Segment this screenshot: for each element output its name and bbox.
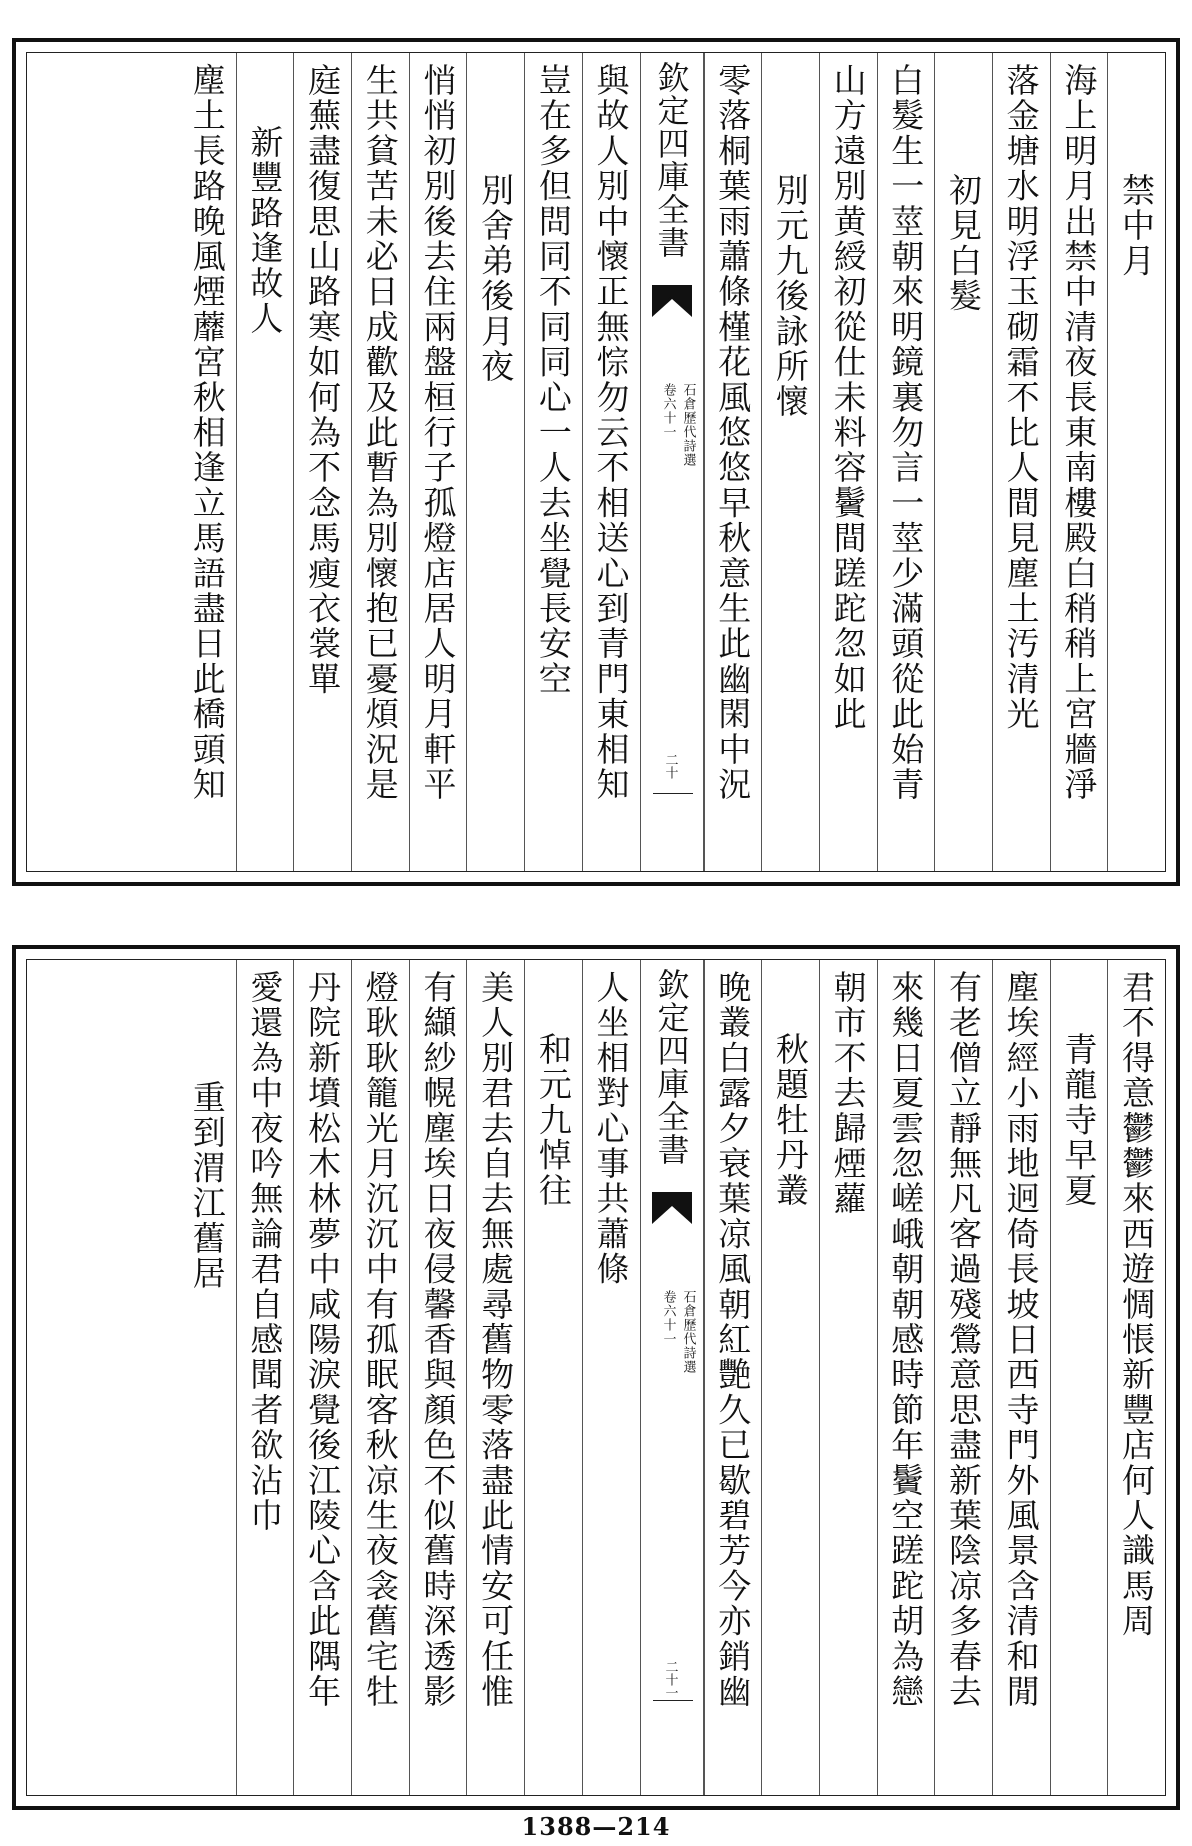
text-column: 零落桐葉雨蕭條槿花風悠悠早秋意生此幽閑中況 <box>704 53 762 871</box>
text-column: 別舍弟後月夜 <box>466 53 524 871</box>
text-column: 丹院新墳松木林夢中咸陽淚覺後江陵心含此隅年 <box>293 960 351 1795</box>
fishtail-mark-icon <box>650 1188 694 1228</box>
text-column: 與故人別中懷正無悰勿云不相送心到青門東相知 <box>582 53 640 871</box>
center-subtitle <box>649 1290 697 1450</box>
page-footer-number: 1388—214 <box>521 1812 671 1841</box>
text-column: 山方遠別黄綬初從仕未料容鬢間蹉跎忽如此 <box>819 53 877 871</box>
center-page-number: 二十 <box>662 753 678 779</box>
center-subtitle <box>649 383 697 543</box>
text-column: 燈耿耿籠光月沉沉中有孤眠客秋凉生夜衾舊宅牡 <box>351 960 409 1795</box>
text-column: 生共貧苦未必日成歡及此暫為別懷抱已憂煩況是 <box>351 53 409 871</box>
text-column: 悄悄初別後去住兩盤桓行子孤燈店居人明月軒平 <box>409 53 467 871</box>
text-frame <box>26 52 1166 872</box>
page-leaf-bottom <box>12 945 1180 1810</box>
center-fold <box>640 960 704 1795</box>
center-subtitle-volume: 卷六十一 <box>660 383 676 439</box>
text-column: 庭蕪盡復思山路寒如何為不念馬瘦衣裳單 <box>293 53 351 871</box>
text-column: 禁中月 <box>1107 53 1165 871</box>
column-group <box>27 960 1165 1795</box>
page-leaf-top <box>12 38 1180 886</box>
center-rule <box>653 1700 693 1701</box>
text-frame <box>26 959 1166 1796</box>
text-column: 豈在多但問同不同同心一人去坐覺長安空 <box>524 53 582 871</box>
text-column: 美人別君去自去無處尋舊物零落盡此情安可任惟 <box>466 960 524 1795</box>
center-rule <box>653 793 693 794</box>
text-column: 君不得意鬱鬱來西遊惆悵新豐店何人識馬周 <box>1107 960 1165 1795</box>
center-title: 欽定四庫全書 <box>652 61 691 259</box>
text-column: 海上明月出禁中清夜長東南樓殿白稍稍上宮牆淨 <box>1050 53 1108 871</box>
center-fold <box>640 53 704 871</box>
text-column: 朝市不去歸煙蘿 <box>819 960 877 1795</box>
text-column: 有老僧立靜無凡客過殘鶯意思盡新葉陰凉多春去 <box>934 960 992 1795</box>
center-title: 欽定四庫全書 <box>652 968 691 1166</box>
text-column: 人坐相對心事共蕭條 <box>582 960 640 1795</box>
text-column: 來幾日夏雲忽嵯峨朝朝感時節年鬢空蹉跎胡為戀 <box>877 960 935 1795</box>
text-column: 新豐路逢故人 <box>236 53 294 871</box>
text-column: 重到渭江舊居 <box>187 1080 227 1292</box>
center-subtitle-volume: 卷六十一 <box>660 1290 676 1346</box>
center-subtitle-book: 石倉歷代詩選 <box>680 383 696 467</box>
center-page-number: 二十一 <box>662 1660 678 1699</box>
center-subtitle-book: 石倉歷代詩選 <box>680 1290 696 1374</box>
text-column: 白髮生一莖朝來明鏡裏勿言一莖少滿頭從此始青 <box>877 53 935 871</box>
text-column: 別元九後詠所懷 <box>761 53 819 871</box>
text-column: 落金塘水明浮玉砌霜不比人間見塵土汚清光 <box>992 53 1050 871</box>
text-column: 晚叢白露夕衰葉凉風朝紅艷久已歇碧芳今亦銷幽 <box>704 960 762 1795</box>
text-column: 青龍寺早夏 <box>1050 960 1108 1795</box>
fishtail-mark-icon <box>650 281 694 321</box>
text-column: 和元九悼往 <box>524 960 582 1795</box>
text-column: 塵埃經小雨地迥倚長坡日西寺門外風景含清和閒 <box>992 960 1050 1795</box>
column-group <box>27 53 1165 871</box>
text-column: 秋題牡丹叢 <box>761 960 819 1795</box>
text-column: 初見白髮 <box>934 53 992 871</box>
text-column: 塵土長路晚風煙蘼宮秋相逢立馬語盡日此橋頭知 <box>187 63 227 803</box>
text-column: 愛還為中夜吟無論君自感聞者欲沾巾 <box>236 960 294 1795</box>
text-column: 有纈紗幌塵埃日夜侵馨香與顏色不似舊時深透影 <box>409 960 467 1795</box>
